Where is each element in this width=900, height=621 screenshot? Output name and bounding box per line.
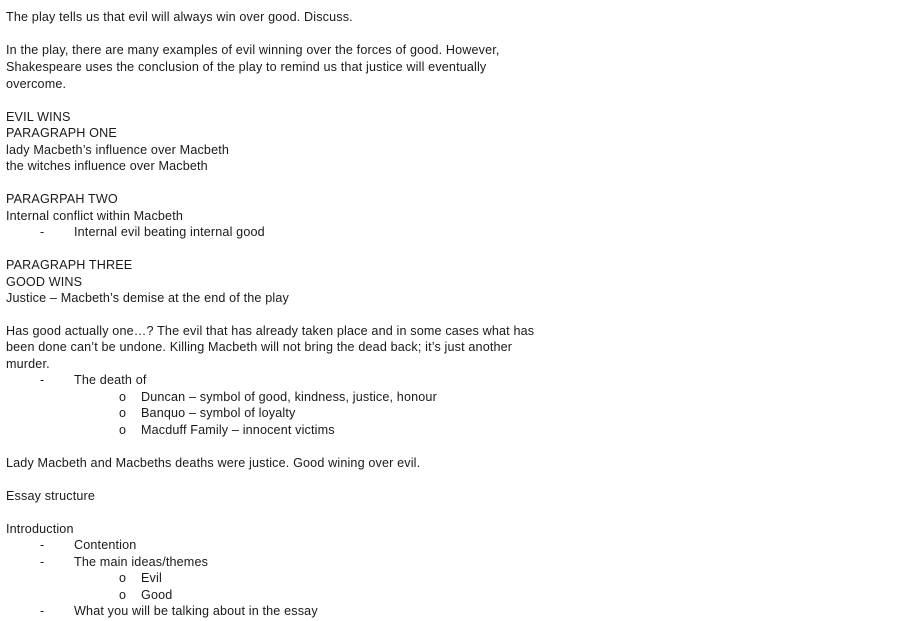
theme-evil-item: Evil [141, 571, 162, 586]
bullet-circle: o [119, 406, 127, 421]
paragraph-three-item-1: Justice – Macbeth’s demise at the end of the play [6, 290, 289, 305]
contention-item: Contention [74, 538, 137, 553]
bullet-dash: - [40, 225, 45, 240]
paragraph-one-item-2: the witches influence over Macbeth [6, 159, 208, 174]
intro-line-1: In the play, there are many examples of evil winning over the forces of good. However, [6, 42, 500, 57]
bullet-circle: o [119, 389, 127, 404]
paragraph-two-item-1: Internal conflict within Macbeth [6, 208, 183, 223]
bullet-dash: - [40, 604, 45, 618]
good-wins-heading: GOOD WINS [6, 274, 83, 289]
discussion-line-2: been done can’t be undone. Killing Macbeth will not bring the dead back; it’s just another [6, 340, 513, 355]
paragraph-two-subitem: Internal evil beating internal good [74, 225, 265, 240]
death-of-label: The death of [74, 373, 147, 388]
bullet-dash: - [40, 554, 45, 569]
main-ideas-item: The main ideas/themes [74, 554, 209, 569]
bullet-circle: o [119, 571, 127, 586]
talking-about-item: What you will be talking about in the essay [74, 604, 318, 618]
paragraph-one-item-1: lady Macbeth’s influence over Macbeth [6, 142, 230, 157]
paragraph-one-heading: PARAGRAPH ONE [6, 126, 117, 141]
evil-wins-heading: EVIL WINS [6, 109, 71, 124]
discussion-conclusion: Lady Macbeth and Macbeths deaths were justice. Good wining over evil. [6, 455, 421, 470]
essay-structure-heading: Essay structure [6, 488, 96, 503]
bullet-dash: - [40, 538, 45, 553]
theme-good-item: Good [141, 587, 173, 602]
discussion-line-1: Has good actually one…? The evil that has already taken place and in some cases what has [6, 323, 535, 338]
discussion-line-3: murder. [6, 356, 50, 371]
essay-question: The play tells us that evil will always win over good. Discuss. [6, 10, 353, 24]
victim-item: Banquo – symbol of loyalty [141, 406, 296, 421]
bullet-circle: o [119, 422, 127, 437]
intro-line-3: overcome. [6, 76, 67, 91]
paragraph-three-heading: PARAGRAPH THREE [6, 258, 133, 273]
bullet-dash: - [40, 373, 45, 388]
bullet-circle: o [119, 587, 127, 602]
victim-item: Macduff Family – innocent victims [141, 422, 335, 437]
intro-line-2: Shakespeare uses the conclusion of the play to remind us that justice will eventually [6, 60, 487, 75]
victim-item: Duncan – symbol of good, kindness, justice, honour [141, 389, 437, 404]
paragraph-two-heading: PARAGRPAH TWO [6, 192, 118, 207]
introduction-label: Introduction [6, 521, 74, 536]
